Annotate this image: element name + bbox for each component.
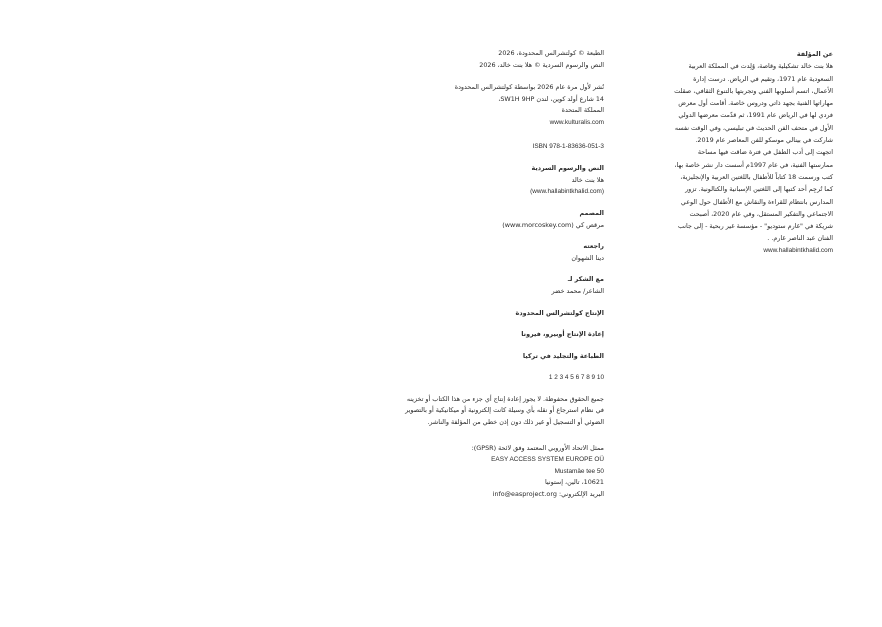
printing-credit: الطباعة والتجليد في تركيا bbox=[522, 351, 604, 360]
gpsr-line-1: ممثل الاتحاد الأوروبي المعتمد وفق لائحة (GPSR): bbox=[471, 443, 604, 452]
production-credit: الإنتاج كولتشرالس المحدودة bbox=[515, 308, 604, 317]
designer-name: مرقص كي (www.morcoskey.com) bbox=[502, 220, 604, 229]
thanks-heading: مع الشكر لـ bbox=[567, 275, 604, 284]
gpsr-line-3: Mustamäe tee 50 bbox=[554, 467, 604, 475]
gpsr-line-2: EASY ACCESS SYSTEM EUROPE OÜ bbox=[491, 456, 604, 464]
publication-line-3: المملكة المتحدة bbox=[561, 106, 604, 115]
text-illustrations-website-text: (www.hallabintkhalid.com) bbox=[530, 188, 604, 196]
gpsr-line-4: 10621، تالين، إستونيا bbox=[544, 478, 604, 487]
text-illustrations-website bbox=[398, 186, 604, 198]
copyright-column bbox=[398, 48, 604, 501]
designer-heading: المصمم bbox=[579, 208, 604, 217]
publisher-website: www.kulturalis.com bbox=[549, 118, 604, 126]
gpsr-line-5: البريد الإلكتروني: info@easproject.org bbox=[492, 490, 604, 499]
thanks-name: الشاعر/ محمد خضر bbox=[551, 286, 604, 295]
isbn bbox=[398, 141, 604, 153]
author-heading: عن المؤلفة bbox=[796, 50, 833, 58]
author-bio-paragraph-1: هلا بنت خالد تشكيلية وقاصة، وُلِدت في المملكة العربية السعودية عام 1971، وتقيم في الرياض. درست إدارة الأعمال، اتسم أسلوبها الفني وتجربتها بالتنوع الثقافي، صقلت مهاراتها الفنية بجهد ذاتي ودروس خاصة. أقامت أول معرض فردي لها في الرياض عام 1991، ثم قدّمت معرضها الدولي الأول في متحف الفن الحديث في تبليسي، وفي الوقت نفسه شاركت في بينالي موسكو للفن المعاصر عام 2019. bbox=[674, 62, 833, 145]
author-bio-column bbox=[672, 48, 833, 257]
text-illustrations-heading: النص والرسوم السردية bbox=[531, 164, 604, 173]
print-line-text: 1 2 3 4 5 6 7 8 9 10 bbox=[548, 374, 604, 382]
rights-statement: جميع الحقوق محفوظة. لا يجوز إعادة إنتاج أي جزء من هذا الكتاب أو تخزينه في نظام استرجاع أو نقله بأي وسيلة كانت إلكترونية أو ميكانيكية أو بالتصوير الضوئي أو التسجيل أو غير ذلك دون إذن خطي من المؤلفة والناشر. bbox=[405, 394, 604, 427]
reviewer-heading: راجعته bbox=[583, 242, 604, 251]
reproduction-credit: إعادة الإنتاج أوبيرو، فيرونا bbox=[521, 330, 604, 339]
reviewer-name: دينا الشهوان bbox=[571, 253, 604, 262]
print-line bbox=[398, 372, 604, 384]
copyright-line-2: النص والرسوم السردية © هلا بنت خالد، 2026 bbox=[479, 60, 604, 69]
author-bio-paragraph-2: اتجهت إلى أدب الطفل في فترة ضاقت فيها مساحة ممارستها الفنية، في عام 1997م أسست دار نشر خاصة بها، كتب ورسمت 18 كتاباً للأطفال باللغتين العربية والإنجليزية، كما تُرجِم أحد كتبها إلى اللغتين الإسبانية والكتالونية. تزور المدارس بانتظام للقراءة والنقاش مع الأطفال حول الوعي الاجتماعي والتفكير المستقل، وفي عام 2020، أصبحت شريكة في "غارم ستوديو" - مؤسسة غير ربحية - إلى جانب الفنان عبد الناصر غارم. . bbox=[674, 148, 833, 243]
isbn-text: ISBN 978-1-83636-051-3 bbox=[532, 142, 604, 150]
author-website: www.hallabintkhalid.com bbox=[763, 246, 833, 254]
publication-line-2: 14 شارع أولد كوين، لندن SW1H 9HP، bbox=[498, 94, 604, 103]
copyright-line-1: الطبعة © كولتشرالس المحدودة، 2026 bbox=[498, 49, 604, 57]
text-illustrations-name: هلا بنت خالد bbox=[571, 175, 604, 184]
publication-line-1: نُشر لأول مرة عام 2026 بواسطة كولتشرالس المحدودة bbox=[454, 83, 604, 92]
